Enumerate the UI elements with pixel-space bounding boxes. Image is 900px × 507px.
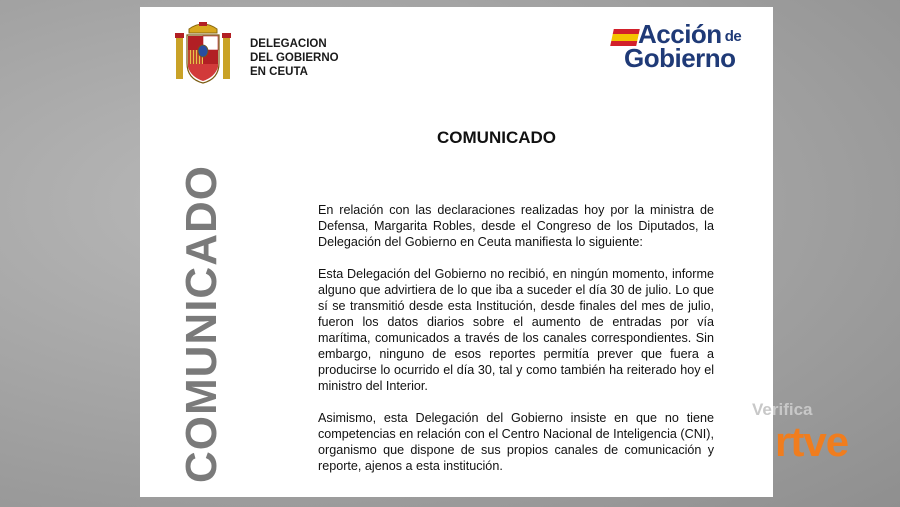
issuer-line: DELEGACION xyxy=(250,38,327,50)
document-title: COMUNICADO xyxy=(437,128,556,147)
issuer-line: EN CEUTA xyxy=(250,66,308,78)
verifica-watermark: Verifica xyxy=(752,400,813,419)
paragraph: Asimismo, esta Delegación del Gobierno insiste en que no tiene competencias en relación con el Centro Nacional de Inteligencia (CNI), organismo que dispone de sus propios canales de comunicación y reporte, ajenos a esta institución. xyxy=(318,411,714,473)
paragraph: Esta Delegación del Gobierno no recibió, en ningún momento, informe alguno que advirtiera de lo que iba a suceder el día 30 de julio. Lo que sí se transmitió desde esta Institución, desde finales del mes de julio, fueron los datos diarios sobre el aumento de entradas por vía marítima, comunicados a través de los canales correspondientes. Sin embargo, ninguno de esos reportes permitía prever que fuera a producirse lo ocurrido el día 30, tal y como también ha reiterado hoy el ministro del Interior. xyxy=(318,267,714,393)
rtve-logo: rtve xyxy=(775,418,849,465)
logo-gobierno: Gobierno xyxy=(624,43,736,73)
paragraph: En relación con las declaraciones realizadas hoy por la ministra de Defensa, Margarita Robles, desde el Congreso de los Diputados, la Delegación del Gobierno en Ceuta manifiesta lo siguiente: xyxy=(318,203,714,249)
issuer-line: DEL GOBIERNO xyxy=(250,52,339,64)
logo-de: de xyxy=(724,28,742,45)
logo-accion: Acción de xyxy=(638,19,742,49)
issuer-name xyxy=(250,37,339,79)
document-body xyxy=(318,202,714,490)
spain-coat-of-arms-icon xyxy=(175,19,231,87)
accion-de-gobierno-logo xyxy=(610,21,760,73)
vertical-label: COMUNICADO xyxy=(177,165,226,483)
document-page xyxy=(140,7,773,497)
